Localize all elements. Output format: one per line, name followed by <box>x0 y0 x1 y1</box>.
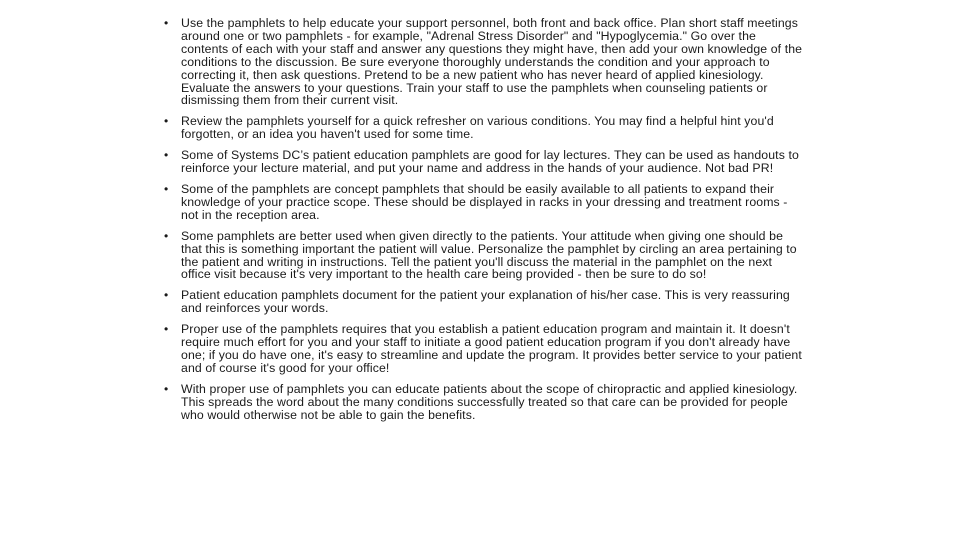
bullet-dot: • <box>164 16 169 30</box>
bullet-item-scope <box>163 383 803 422</box>
bullet-text: Some pamphlets are better used when given directly to the patients. Your attitude when giving one should be that this is something important the patient will value. Personalize the pamphlet by circling an area pertaining to the patient and writing in instructions. Tell the patient you'll discuss the material in the pamphlet on the next office visit because it's very important to the health care being provided - then be sure to do so! <box>181 228 797 282</box>
bullet-dot: • <box>164 288 169 303</box>
bullet-item-direct-use <box>163 230 803 282</box>
bullet-dot: • <box>164 114 169 129</box>
bullet-text: Patient education pamphlets document for the patient your explanation of his/her case. This is very reassuring and reinforces your words. <box>181 288 790 316</box>
bullet-text: Some of the pamphlets are concept pamphlets that should be easily available to all patients to expand their knowledge of your practice scope. These should be displayed in racks in your dressing and treatment rooms - not in the reception area. <box>181 181 788 222</box>
bullet-item-program <box>163 323 803 375</box>
bullet-item-staff-training <box>163 17 803 107</box>
bullet-item-documentation <box>163 289 803 315</box>
bullet-text: Review the pamphlets yourself for a quick refresher on various conditions. You may find a helpful hint you'd forgotten, or an idea you haven't used for some time. <box>181 114 774 142</box>
bullet-text: Some of Systems DC’s patient education pamphlets are good for lay lectures. They can be used as handouts to reinforce your lecture material, and put your name and address in the hands of your audience. Not bad PR! <box>181 148 799 176</box>
bullet-item-review <box>163 115 803 141</box>
bullet-dot: • <box>164 381 169 396</box>
bullet-list <box>163 17 803 429</box>
bullet-dot: • <box>164 148 169 163</box>
bullet-item-lay-lectures <box>163 149 803 175</box>
bullet-text: Proper use of the pamphlets requires that you establish a patient education program and maintain it. It doesn't require much effort for you and your staff to initiate a good patient education program if you don't already have one; if you do have one, it's easy to streamline and update the program. It provides better service to your patient and of course it's good for your office! <box>181 322 802 375</box>
bullet-text: Use the pamphlets to help educate your support personnel, both front and back office. Plan short staff meetings around one or two pamphlets - for example, "Adrenal Stress Disorder" and "Hypoglycemia." Go over the contents of each with your staff and answer any questions they might have, then add your own knowledge of the conditions to the discussion. Be sure everyone thoroughly understands the condition and your approach to correcting it, then ask questions. Pretend to be a new patient who has never heard of applied kinesiology. Evaluate the answers to your questions. Train your staff to use the pamphlets when counseling patients or dismissing them from their current visit. <box>181 16 803 108</box>
bullet-text: With proper use of pamphlets you can educate patients about the scope of chiropractic and applied kinesiology. This spreads the word about the many conditions successfully treated so that care can be provided for people who would otherwise not be able to gain the benefits. <box>181 381 798 422</box>
bullet-dot: • <box>164 322 169 337</box>
bullet-dot: • <box>164 228 169 243</box>
bullet-dot: • <box>164 181 169 196</box>
bullet-item-concept-pamphlets <box>163 183 803 222</box>
